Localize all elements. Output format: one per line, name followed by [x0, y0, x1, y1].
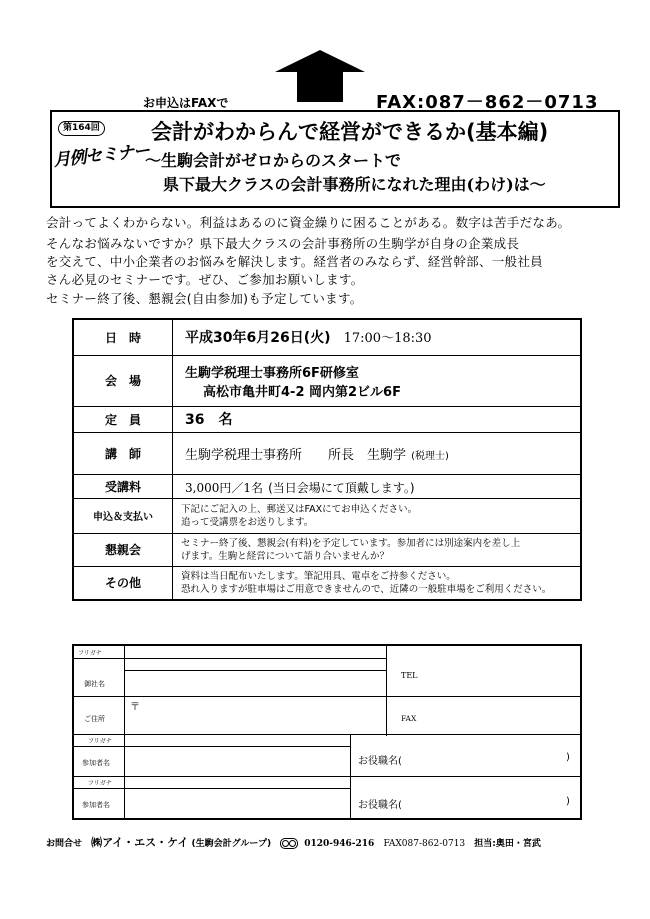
- payment-line-2: 追って受講票をお送りします。: [181, 516, 314, 528]
- tel-field[interactable]: [424, 648, 574, 694]
- up-arrow-icon: [275, 50, 365, 102]
- party-row: [73, 533, 581, 566]
- capacity-value: 36 名: [173, 406, 582, 432]
- date-row: [73, 319, 581, 355]
- footer-fax: FAX087-862-0713: [383, 839, 466, 849]
- attendee-1-label: 参加者名: [82, 759, 110, 767]
- postal-mark: 〒: [130, 702, 140, 713]
- date-label: 日 時: [73, 319, 173, 355]
- venue-row: [73, 355, 581, 406]
- intro-line-5: セミナー終了後、懇親会(自由参加)も予定しています。: [46, 291, 363, 306]
- fee-label: 受講料: [73, 474, 173, 498]
- phone-number: 0120-946-216: [304, 839, 375, 849]
- venue-label: 会 場: [73, 355, 173, 406]
- seminar-subtitle-1: ～生駒会計がゼロからのスタートで: [145, 151, 402, 170]
- time-value: 17:00～18:30: [343, 331, 432, 347]
- seminar-number-badge: 第164回: [58, 121, 105, 136]
- fax-number: FAX:087－862－0713: [376, 92, 599, 113]
- lecturer-row: [73, 432, 581, 474]
- contact-persons: 担当:奥田・宮武: [474, 839, 541, 849]
- footer: [46, 834, 547, 850]
- company-field[interactable]: [126, 672, 384, 694]
- fee-value: 3,000円／1名: [185, 480, 263, 495]
- intro-line-1: 会計ってよくわからない。利益はあるのに資金繰りに困ることがある。数字は苦手だなあ。: [46, 215, 571, 230]
- position-2-close: ): [566, 796, 570, 807]
- attendee-2-label: 参加者名: [82, 801, 110, 809]
- company-name: ㈱アイ・エス・ケイ: [91, 836, 189, 849]
- attendee-2-field[interactable]: [126, 790, 348, 816]
- lecturer-label: 講 師: [73, 432, 173, 474]
- company-group: (生駒会計グループ): [191, 839, 272, 849]
- payment-line-1: 下記にご記入の上、郵送又はFAXにてお申込ください。: [181, 503, 418, 515]
- application-form: [72, 644, 582, 820]
- capacity-label: 定 員: [73, 406, 173, 432]
- party-line-2: げます。生駒と経営について語り合いませんか？: [181, 550, 390, 562]
- position-1-field[interactable]: [414, 750, 562, 770]
- fax-field[interactable]: [424, 698, 574, 732]
- party-line-1: セミナー終了後、懇親会(有料)を予定しています。参加者には別途案内を差し上: [181, 537, 521, 549]
- fee-note: (当日会場にて頂戴します。): [268, 480, 415, 495]
- furigana-label-3: フリガナ: [88, 780, 112, 787]
- seminar-info-table: [72, 318, 582, 601]
- lecturer-value: 生駒学税理士事務所 所長 生駒学: [185, 447, 407, 463]
- payment-row: [73, 498, 581, 533]
- venue-line-1: 生駒学税理士事務所6F研修室: [185, 365, 359, 381]
- seminar-series-name: 月例セミナー: [52, 140, 151, 171]
- position-1-label: お役職名(: [358, 756, 402, 767]
- lecturer-title: (税理士): [411, 450, 449, 462]
- intro-line-2: そんなお悩みないですか？県下最大クラスの会計事務所の生駒学が自身の企業成長: [46, 236, 520, 251]
- apply-by-fax-label: お申込はFAXで: [143, 96, 229, 110]
- payment-label: 申込＆支払い: [73, 498, 173, 533]
- other-line-1: 資料は当日配布いたします。筆記用具、電卓をご持参ください。: [181, 570, 456, 582]
- furigana-label-1: フリガナ: [78, 650, 102, 657]
- seminar-subtitle-2: 県下最大クラスの会計事務所になれた理由(わけ)は～: [163, 175, 546, 194]
- inquiry-label: お問合せ: [46, 839, 83, 849]
- company-label: 御社名: [84, 680, 105, 688]
- fee-row: [73, 474, 581, 498]
- capacity-row: [73, 406, 581, 432]
- seminar-title: 会計がわからんで経営ができるか(基本編): [151, 120, 549, 144]
- address-label: ご住所: [84, 715, 105, 723]
- venue-line-2: 高松市亀井町4-2 岡内第2ビル6F: [203, 384, 401, 400]
- intro-line-4: さん必見のセミナーです。ぜひ、ご参加お願いします。: [46, 272, 364, 287]
- tel-label: TEL: [401, 671, 418, 680]
- address-field[interactable]: [144, 698, 384, 732]
- free-dial-icon: [280, 838, 298, 849]
- date-value: 平成30年6月26日(火): [185, 330, 331, 347]
- position-1-close: ): [566, 752, 570, 763]
- position-2-label: お役職名(: [358, 800, 402, 811]
- position-2-field[interactable]: [414, 794, 562, 814]
- other-label: その他: [73, 566, 173, 600]
- furigana-label-2: フリガナ: [88, 738, 112, 745]
- attendee-1-field[interactable]: [126, 748, 348, 774]
- intro-line-3: を交えて、中小企業者のお悩みを解決します。経営者のみならず、経営幹部、一般社員: [46, 254, 543, 269]
- fax-label: FAX: [401, 714, 417, 723]
- party-label: 懇親会: [73, 533, 173, 566]
- other-line-2: 恐れ入りますが駐車場はご用意できませんので、近隣の一般駐車場をご利用ください。: [181, 583, 552, 595]
- other-row: [73, 566, 581, 600]
